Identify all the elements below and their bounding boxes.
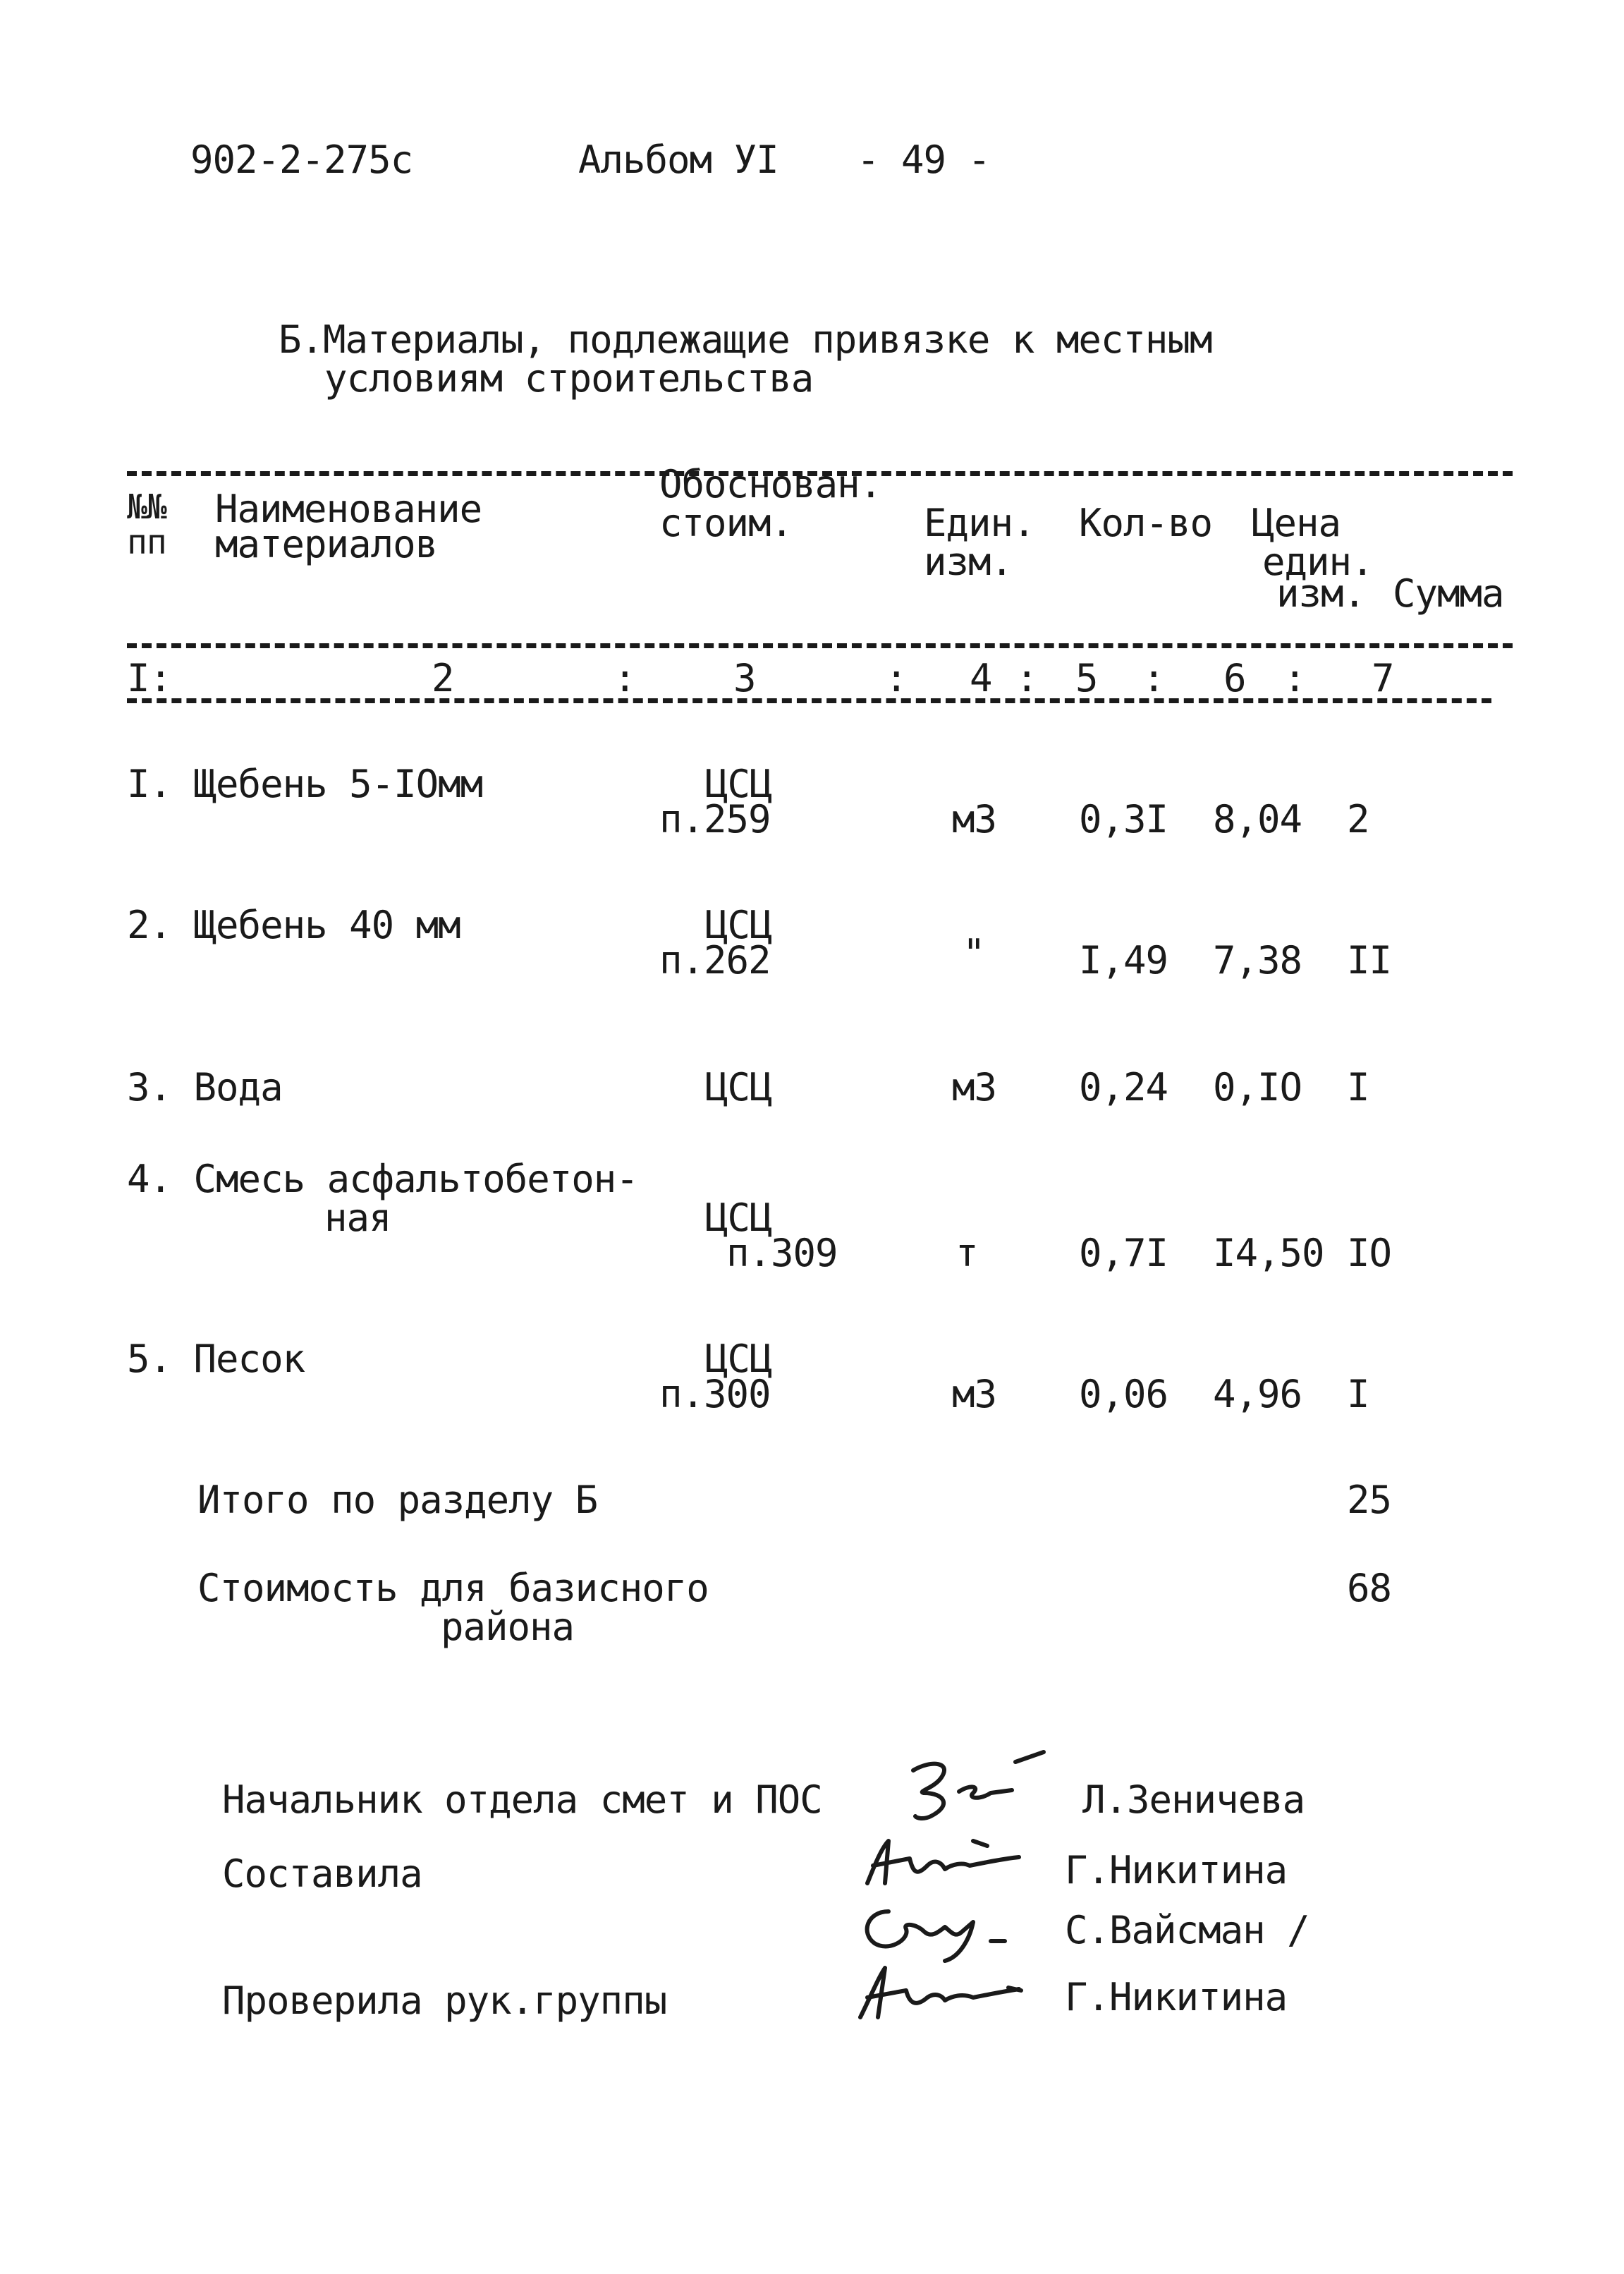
colnum-sep-5: : (1283, 656, 1306, 700)
section-title-line2: условиям строительства (324, 356, 814, 401)
colnum-4: 4 (970, 656, 992, 700)
signer-3-name: С.Вайсман / (1065, 1908, 1309, 1952)
base-cost-label: Стоимость для базисного (197, 1566, 709, 1610)
signer-1-name: Л.Зеничева (1082, 1777, 1305, 1822)
row-2-sum: II (1347, 938, 1392, 983)
row-1-sum: 2 (1347, 797, 1369, 841)
row-2-name: 2. Щебень 40 мм (127, 903, 460, 947)
row-5-name: 5. Песок (127, 1337, 305, 1381)
row-1-basis: ЦСЦ (705, 762, 772, 806)
row-5-price: 4,96 (1213, 1372, 1302, 1416)
colnum-6: 6 (1223, 656, 1246, 700)
row-4-basis-2: п.309 (726, 1231, 838, 1275)
row-1-basis-2: п.259 (659, 797, 771, 841)
colnum-sep-3: : (1015, 656, 1038, 700)
signature-nikitina-1 (846, 1823, 1030, 1894)
row-4-basis: ЦСЦ (705, 1196, 772, 1240)
row-5-qty: 0,06 (1079, 1372, 1168, 1416)
page-number: - 49 - (857, 138, 991, 182)
header-num-2: пп (127, 523, 166, 562)
signer-2-name: Г.Никитина (1065, 1848, 1288, 1892)
row-1-qty: 0,3I (1079, 797, 1168, 841)
header-price: Цена (1252, 501, 1341, 545)
row-3-name: 3. Вода (127, 1065, 283, 1109)
row-5-basis: ЦСЦ (705, 1337, 772, 1381)
row-3-basis: ЦСЦ (705, 1065, 772, 1109)
row-5-unit: м3 (952, 1372, 997, 1416)
signer-4-role: Проверила рук.группы (222, 1978, 667, 2023)
header-name-2: материалов (215, 522, 438, 566)
row-4-price: I4,50 (1213, 1231, 1324, 1275)
colnum-sep-4: : (1142, 656, 1165, 700)
header-price-2: един. (1262, 540, 1374, 584)
base-cost-label-2: района (441, 1605, 575, 1649)
header-unit: Един. (924, 501, 1035, 545)
colnum-underline (127, 698, 1491, 703)
row-5-sum: I (1347, 1372, 1369, 1416)
colnum-1: I: (127, 656, 172, 700)
row-1-price: 8,04 (1213, 797, 1302, 841)
signature-nikitina-2 (839, 1954, 1037, 2024)
header-sum: Сумма (1393, 571, 1504, 616)
header-basis-2: стоим. (659, 501, 793, 545)
row-3-unit: м3 (952, 1065, 997, 1109)
colnum-5: 5 (1075, 656, 1098, 700)
row-4-qty: 0,7I (1079, 1231, 1168, 1275)
colnum-7: 7 (1372, 656, 1394, 700)
signer-4-name: Г.Никитина (1065, 1975, 1288, 2019)
header-unit-2: изм. (924, 540, 1013, 584)
colnum-sep-1: : (613, 656, 636, 700)
row-2-basis: ЦСЦ (705, 903, 772, 947)
base-cost-value: 68 (1347, 1566, 1392, 1610)
row-5-basis-2: п.300 (659, 1372, 771, 1416)
header-name: Наименование (215, 487, 482, 531)
document-code: 902-2-275с (190, 138, 413, 182)
row-2-unit: " (963, 931, 985, 975)
section-total-value: 25 (1347, 1478, 1392, 1522)
header-basis: Обоснован. (659, 462, 882, 506)
row-2-qty: I,49 (1079, 938, 1168, 983)
row-4-unit: т (956, 1231, 978, 1275)
row-4-sum: IО (1347, 1231, 1392, 1275)
album-label: Альбом УI (578, 138, 779, 182)
header-qty: Кол-во (1079, 501, 1213, 545)
signature-zenicheva (874, 1749, 1058, 1827)
row-4-name: 4. Смесь асфальтобетон- (127, 1157, 638, 1201)
row-2-price: 7,38 (1213, 938, 1302, 983)
row-4-name-cont: ная (324, 1196, 391, 1240)
header-price-3: изм. (1276, 571, 1366, 616)
section-title-line1: Б.Материалы, подлежащие привязке к местным (279, 317, 1212, 362)
signer-2-role: Составила (222, 1852, 422, 1896)
colnum-3: 3 (733, 656, 756, 700)
colnum-2: 2 (432, 656, 454, 700)
signer-1-role: Начальник отдела смет и ПОС (222, 1777, 822, 1822)
header-num: №№ (127, 487, 166, 527)
row-1-unit: м3 (952, 797, 997, 841)
row-3-sum: I (1347, 1065, 1369, 1109)
row-3-qty: 0,24 (1079, 1065, 1168, 1109)
row-2-basis-2: п.262 (659, 938, 771, 983)
row-3-price: 0,IО (1213, 1065, 1302, 1109)
colnum-sep-2: : (885, 656, 908, 700)
section-total-label: Итого по разделу Б (197, 1478, 598, 1522)
table-header-rule (127, 643, 1513, 648)
row-1-name: I. Щебень 5-IОмм (127, 762, 483, 806)
